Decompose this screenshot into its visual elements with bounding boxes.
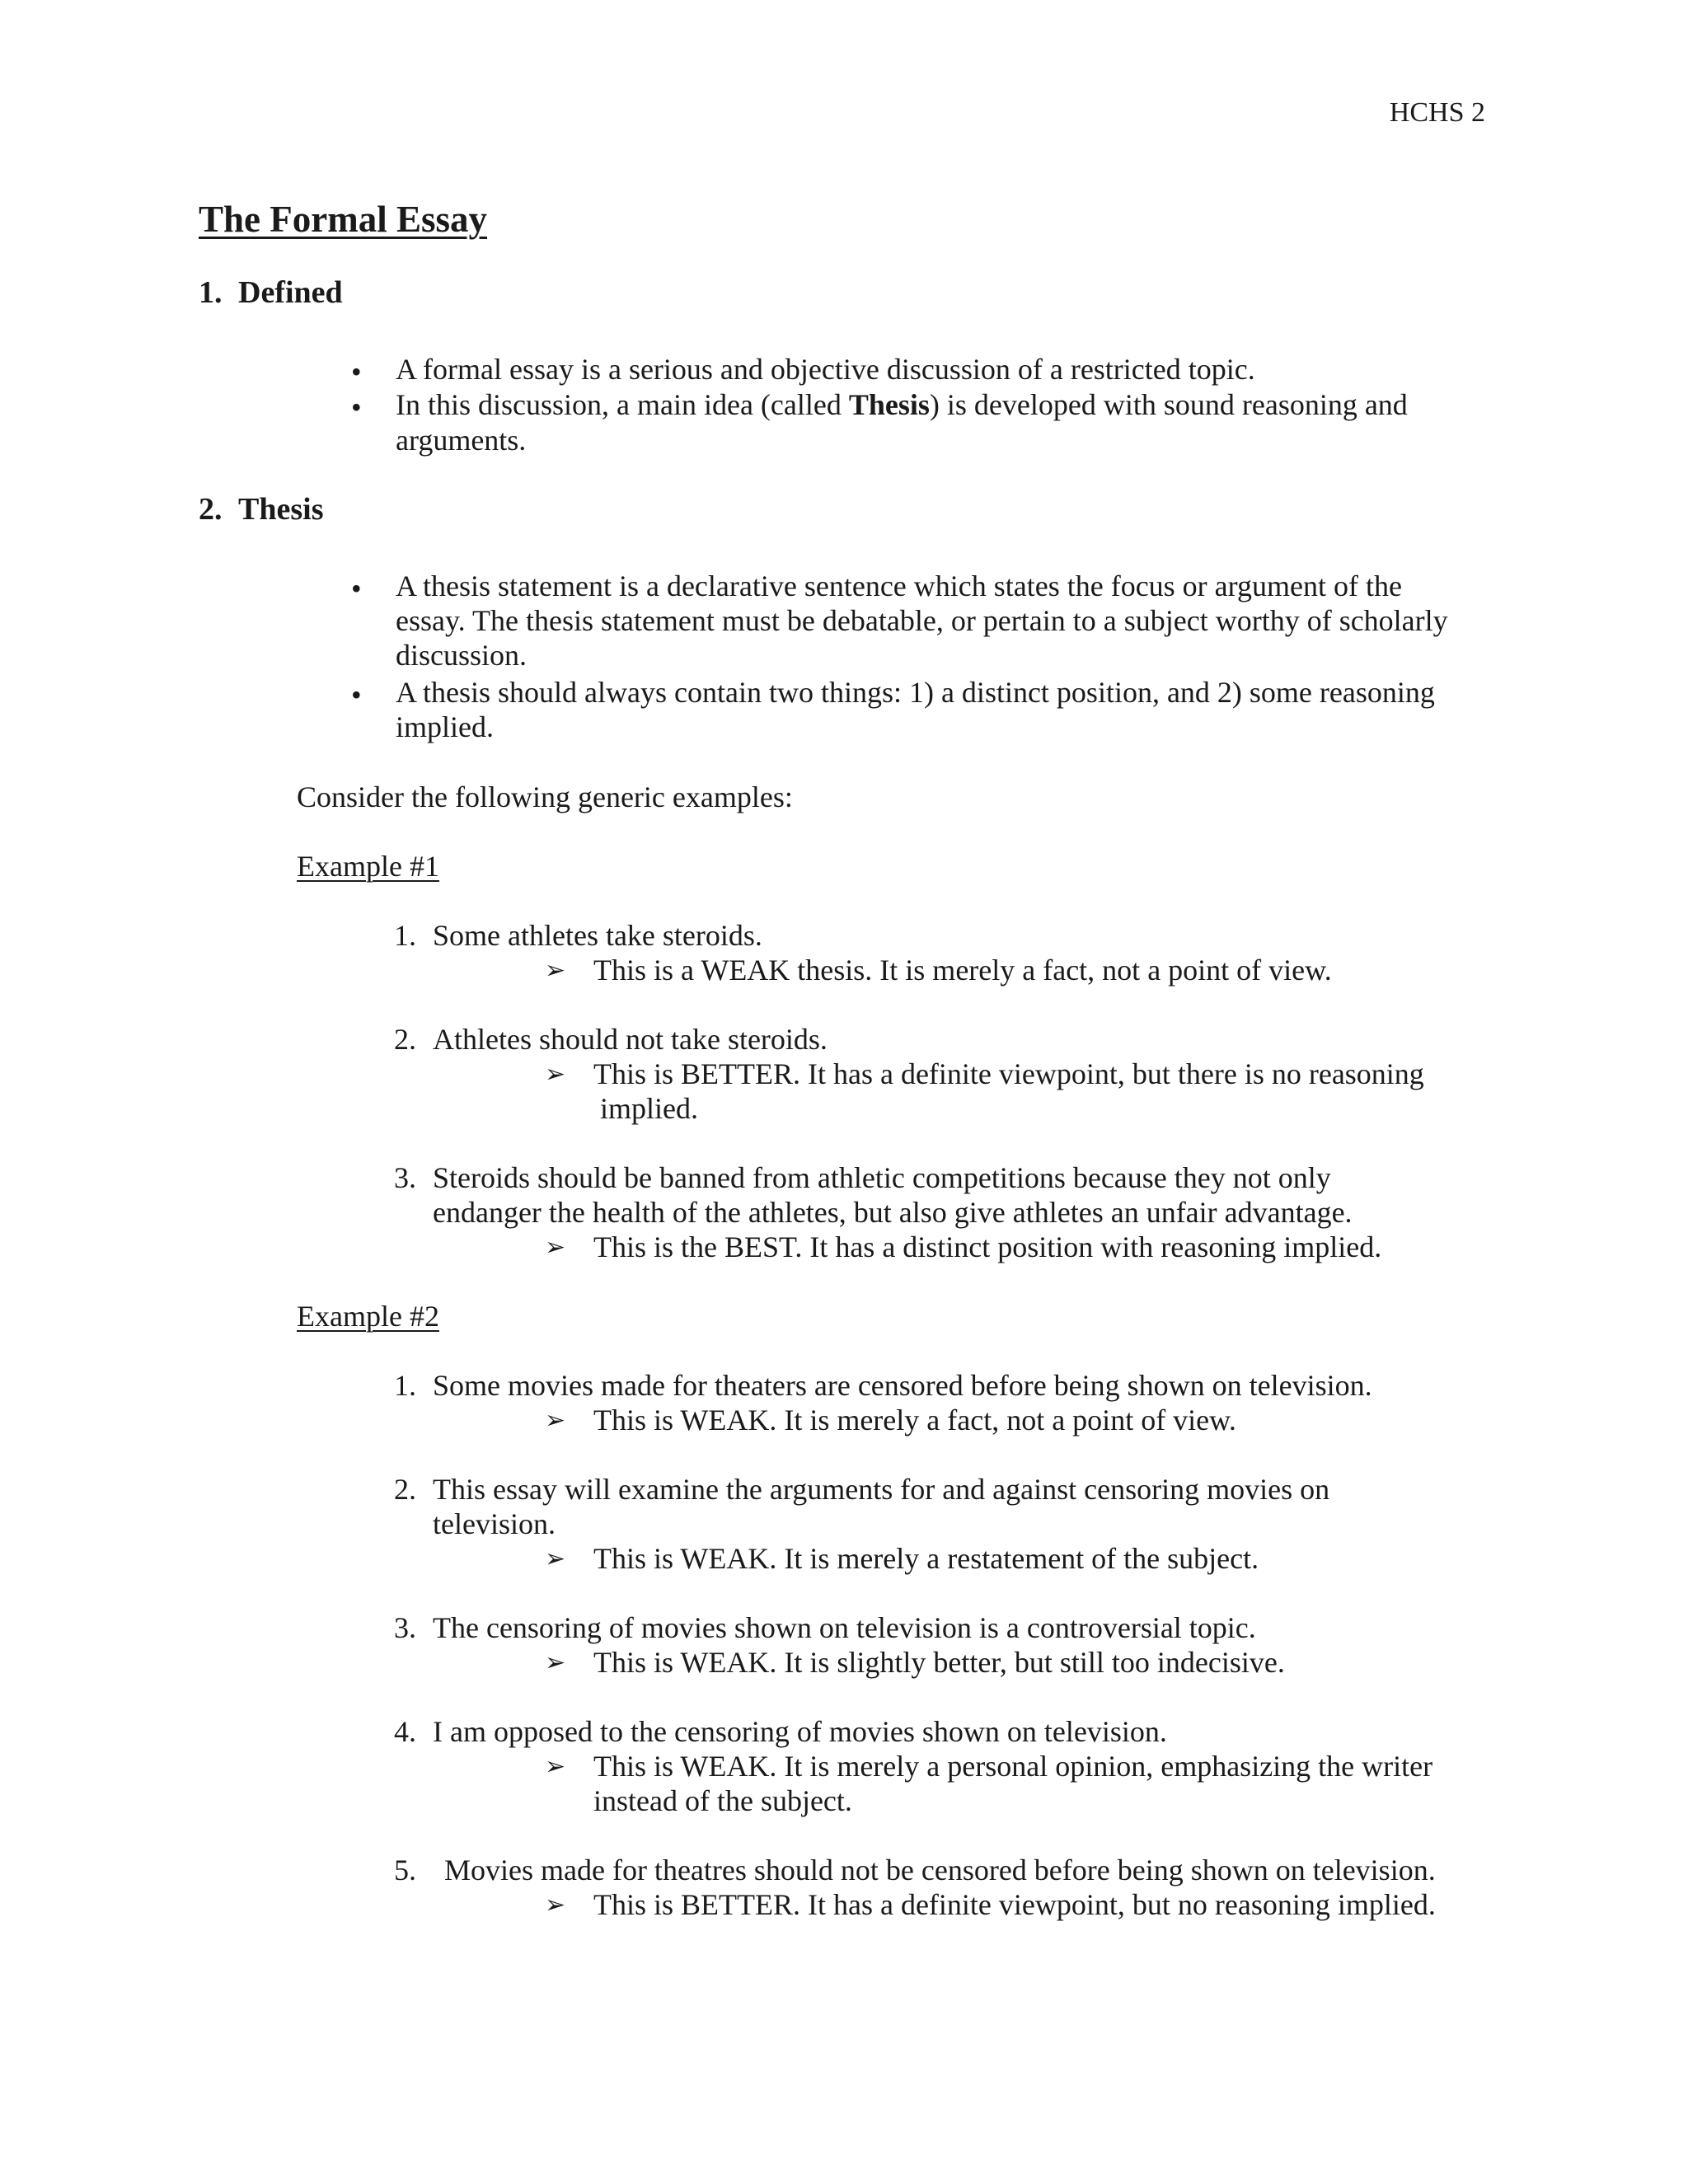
example-comment-continuation: instead of the subject. xyxy=(593,1784,852,1817)
arrow-bullet-icon: ➢ xyxy=(545,1891,566,1919)
example-statement-continuation: endanger the health of the athletes, but also give athletes an unfair advantage. xyxy=(433,1196,1353,1229)
bullet-icon: • xyxy=(351,572,362,605)
arrow-bullet-icon: ➢ xyxy=(545,1234,566,1261)
example-comment: This is BETTER. It has a definite viewpoint, but there is no reasoning xyxy=(593,1057,1424,1090)
bullet-icon: • xyxy=(351,678,362,711)
section-heading-thesis xyxy=(199,491,323,527)
list-item-text: In this discussion, a main idea (called xyxy=(396,388,849,421)
arrow-bullet-icon: ➢ xyxy=(545,1649,566,1676)
example-statement: Athletes should not take steroids. xyxy=(433,1023,828,1056)
example-comment: This is WEAK. It is merely a personal opinion, emphasizing the writer xyxy=(593,1750,1433,1783)
examples-intro: Consider the following generic examples: xyxy=(297,780,793,813)
arrow-bullet-icon: ➢ xyxy=(545,1061,566,1088)
example-number: 1. xyxy=(394,919,416,952)
arrow-bullet-icon: ➢ xyxy=(545,1545,566,1572)
example-statement: Some athletes take steroids. xyxy=(433,919,762,952)
example-statement: Movies made for theatres should not be censored before being shown on television. xyxy=(444,1854,1436,1886)
thesis-term: Thesis xyxy=(848,388,930,421)
example-statement: The censoring of movies shown on television is a controversial topic. xyxy=(433,1611,1256,1644)
example-number: 4. xyxy=(394,1715,416,1748)
example-number: 3. xyxy=(394,1161,416,1194)
list-item: A thesis should always contain two things: 1) a distinct position, and 2) some reasoning xyxy=(396,676,1435,709)
bullet-icon: • xyxy=(351,355,362,388)
example-label: Example #1 xyxy=(297,850,439,883)
example-statement: This essay will examine the arguments for and against censoring movies on xyxy=(433,1473,1330,1506)
arrow-bullet-icon: ➢ xyxy=(545,1407,566,1434)
list-item-continuation: essay. The thesis statement must be debatable, or pertain to a subject worthy of scholarly xyxy=(396,604,1448,637)
example-comment: This is WEAK. It is merely a fact, not a point of view. xyxy=(593,1404,1236,1436)
list-item: A formal essay is a serious and objective discussion of a restricted topic. xyxy=(396,353,1255,386)
example-number: 3. xyxy=(394,1611,416,1644)
example-comment: This is BETTER. It has a definite viewpoint, but no reasoning implied. xyxy=(593,1888,1436,1921)
example-comment-continuation: implied. xyxy=(600,1092,698,1125)
list-item-continuation: arguments. xyxy=(396,424,527,457)
example-statement-continuation: television. xyxy=(433,1507,556,1540)
section-heading-defined xyxy=(199,274,343,311)
section-title: Thesis xyxy=(238,492,324,527)
list-item: A thesis statement is a declarative sentence which states the focus or argument of the xyxy=(396,569,1402,602)
example-comment: This is the BEST. It has a distinct position with reasoning implied. xyxy=(593,1230,1382,1263)
example-number: 1. xyxy=(394,1369,416,1402)
example-number: 5. xyxy=(394,1854,416,1886)
section-number: 1. xyxy=(199,275,223,310)
example-number: 2. xyxy=(394,1023,416,1056)
section-title: Defined xyxy=(238,275,343,310)
example-comment: This is WEAK. It is slightly better, but still too indecisive. xyxy=(593,1646,1285,1679)
list-item-continuation: discussion. xyxy=(396,639,528,672)
section-number: 2. xyxy=(199,492,223,527)
list-item-continuation: implied. xyxy=(396,710,494,743)
list-item-text: ) is developed with sound reasoning and xyxy=(929,388,1408,421)
page-header-id: HCHS 2 xyxy=(1389,97,1485,128)
list-item xyxy=(396,387,1408,422)
example-statement: Steroids should be banned from athletic competitions because they not only xyxy=(433,1161,1331,1194)
arrow-bullet-icon: ➢ xyxy=(545,957,566,984)
arrow-bullet-icon: ➢ xyxy=(545,1753,566,1780)
example-number: 2. xyxy=(394,1473,416,1506)
example-comment: This is WEAK. It is merely a restatement of the subject. xyxy=(593,1542,1259,1575)
document-title: The Formal Essay xyxy=(199,199,488,240)
example-comment: This is a WEAK thesis. It is merely a fact, not a point of view. xyxy=(593,954,1332,987)
example-label: Example #2 xyxy=(297,1300,439,1333)
example-statement: I am opposed to the censoring of movies shown on television. xyxy=(433,1715,1167,1748)
bullet-icon: • xyxy=(351,391,362,424)
example-statement: Some movies made for theaters are censored before being shown on television. xyxy=(433,1369,1372,1402)
